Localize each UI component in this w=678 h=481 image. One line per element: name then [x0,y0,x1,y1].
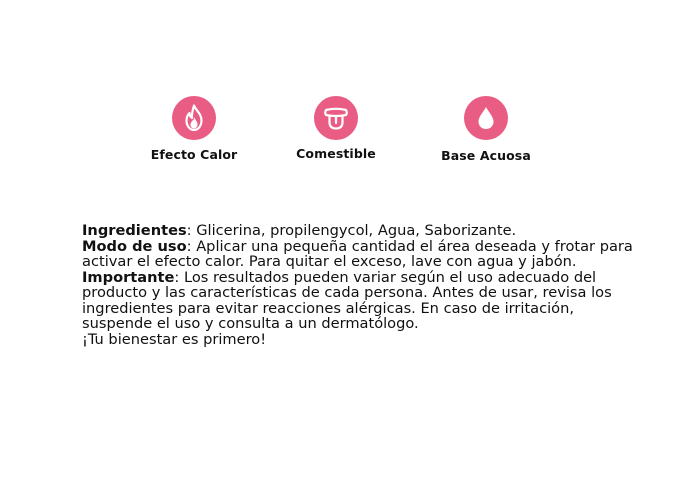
product-info-text [82,223,642,347]
usage-text: : Aplicar una pequeña cantidad el área deseada y frotar para activar el efecto calor. Para quitar el exceso, lave con agua y jabón. [82,237,633,270]
feature-label: Efecto Calor [150,147,238,162]
feature-base-acuosa [421,96,551,163]
water-drop-icon [474,104,498,132]
feature-label: Base Acuosa [441,148,531,163]
usage-paragraph [82,239,642,270]
usage-label: Modo de uso [82,237,187,255]
important-text: : Los resultados pueden variar según el uso adecuado del producto y las características de cada persona. Antes de usar, revisa los ingredientes para evitar reacciones alérgicas. En caso de irritación, suspende el uso y consulta a un dermatólogo. [82,268,612,332]
ingredients-label: Ingredientes [82,222,187,239]
feature-comestible [271,96,401,161]
feature-icons-row [0,96,678,176]
feature-icon-badge [464,96,508,140]
feature-icon-badge [172,96,216,140]
flame-icon [181,104,207,132]
feature-efecto-calor [129,96,259,162]
closing-line: ¡Tu bienestar es primero! [82,330,267,348]
feature-label: Comestible [296,146,376,161]
feature-icon-badge [314,96,358,140]
ingredients-paragraph [82,223,642,239]
tongue-icon [322,104,350,132]
important-label: Importante [82,268,175,286]
ingredients-text: : Glicerina, propilengycol, Agua, Saborizante. [186,222,517,239]
important-paragraph [82,270,642,332]
